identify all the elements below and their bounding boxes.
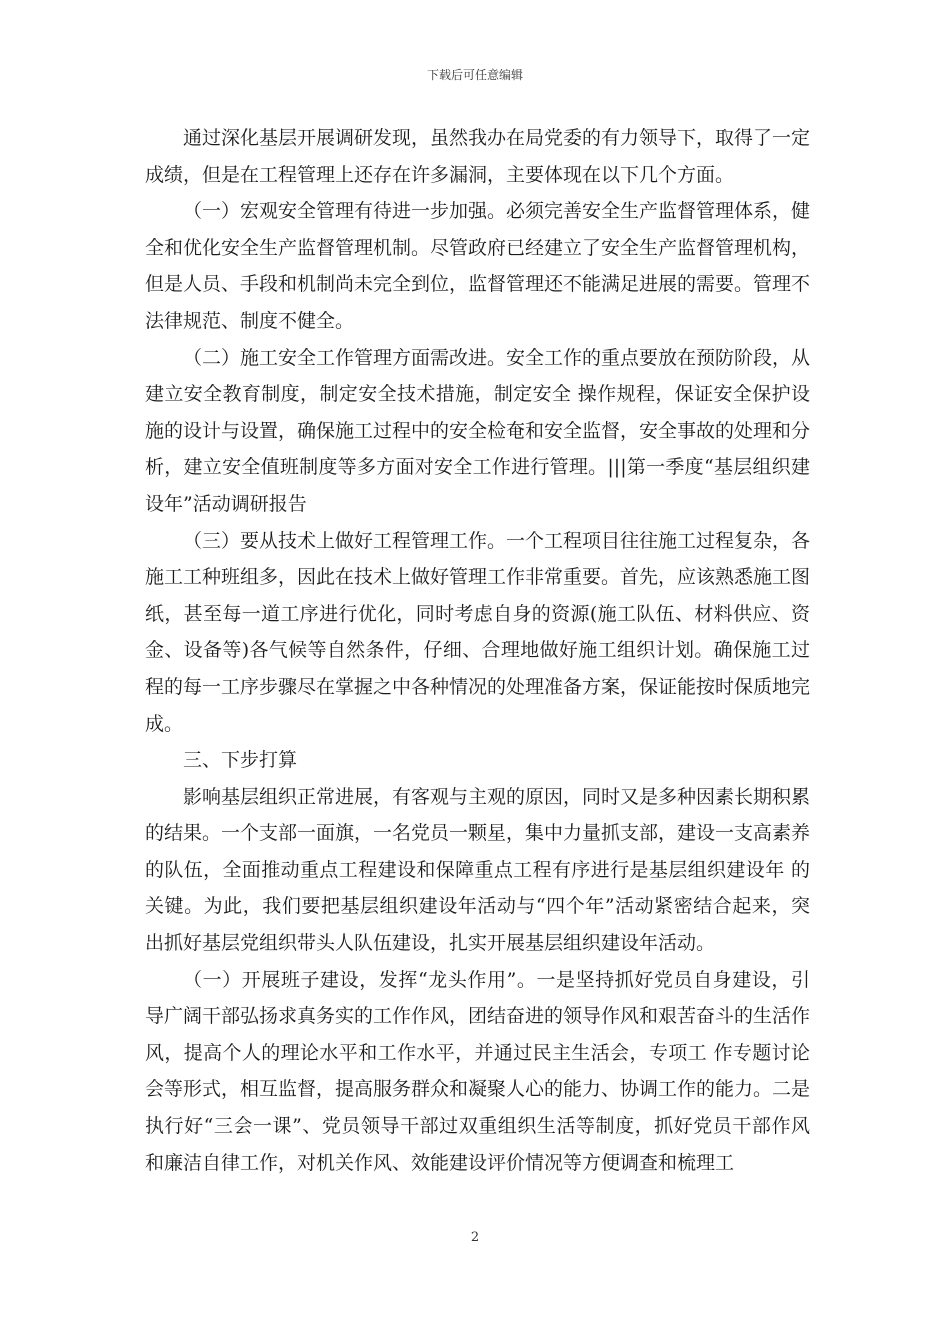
paragraph-intro: 通过深化基层开展调研发现，虽然我办在局党委的有力领导下，取得了一定成绩，但是在工程管理上还存在许多漏洞，主要体现在以下几个方面。	[145, 127, 811, 186]
section-heading-next-steps: 三、下步打算	[183, 749, 298, 772]
paragraph-section-1: （一）宏观安全管理有待进一步加强。必须完善安全生产监督管理体系，健全和优化安全生产监督管理机制。尽管政府已经建立了安全生产监督管理机构，但是人员、手段和机制尚未完全到位，监督管理还不能满足进展的需要。管理不法律规范、制度不健全。	[145, 200, 811, 332]
paragraph-section-3: （三）要从技术上做好工程管理工作。一个工程项目往往施工过程复杂，各施工工种班组多，因此在技术上做好管理工作非常重要。首先，应该熟悉施工图纸，甚至每一道工序进行优化，同时考虑自身的资源(施工队伍、材料供应、资金、设备等)各气候等自然条件，仔细、合理地做好施工组织计划。确保施工过程的每一工序步骤尽在掌握之中各种情况的处理准备方案，保证能按时保质地完成。	[145, 529, 811, 735]
paragraph-section-2: （二）施工安全工作管理方面需改进。安全工作的重点要放在预防阶段，从建立安全教育制度，制定安全技术措施，制定安全 操作规程，保证安全保护设施的设计与设置，确保施工过程中的安全检奄和安全监督，安全事故的处理和分析，建立安全值班制度等多方面对安全工作进行管理。|||第一季度“基层组织建设年”活动调研报告	[145, 346, 811, 515]
document-body	[145, 120, 810, 1181]
paragraph-next-steps-intro: 影响基层组织正常进展，有客观与主观的原因，同时又是多种因素长期积累的结果。一个支部一面旗，一名党员一颗星，集中力量抓支部，建设一支高素养的队伍，全面推动重点工程建设和保障重点工程有序进行是基层组织建设年 的关键。为此，我们要把基层组织建设年活动与“四个年”活动紧密结合起来，突出抓好基层党组织带头人队伍建设，扎实开展基层组织建设年活动。	[145, 785, 811, 955]
page-number: 2	[470, 1230, 480, 1245]
paragraph-next-steps-1: （一）开展班子建设，发挥“龙头作用”。一是坚持抓好党员自身建设，引导广阔干部弘扬求真务实的工作作风，团结奋进的领导作风和艰苦奋斗的生活作风，提高个人的理论水平和工作水平，并通过民主生活会，专项工 作专题讨论会等形式，相互监督，提高服务群众和凝聚人心的能力、协调工作的能力。二是执行好“三会一课”、党员领导干部过双重组织生活等制度，抓好党员干部作风和廉洁自律工作，对机关作风、效能建设评价情况等方便调查和梳理工	[145, 968, 811, 1174]
page-header: 下载后可任意编辑	[426, 68, 523, 82]
